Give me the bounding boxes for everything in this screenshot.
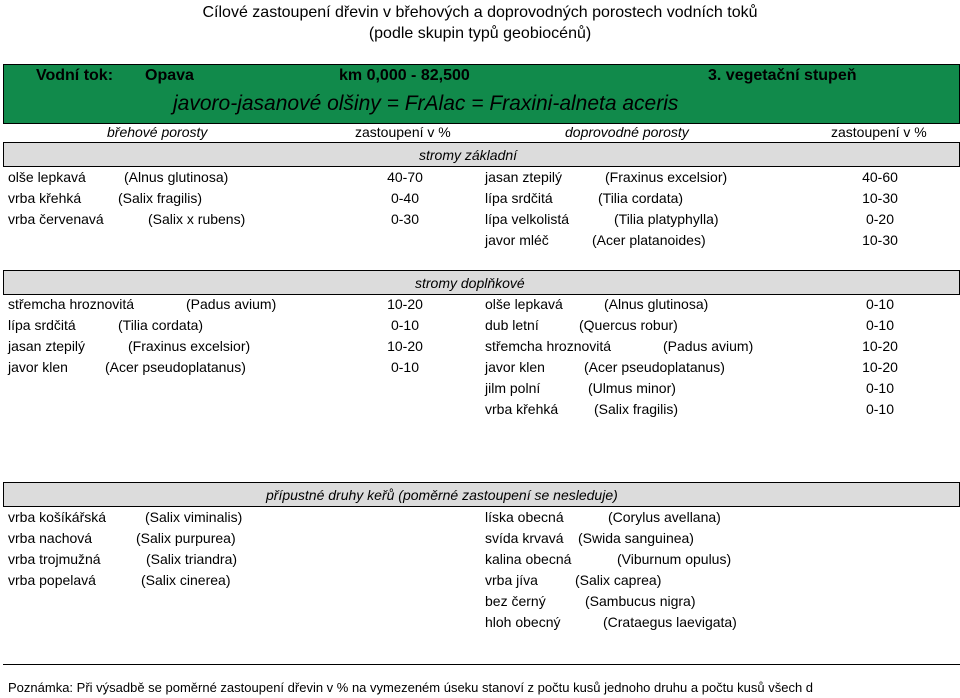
species-latin: (Padus avium) [663,338,754,354]
document-title [0,2,960,44]
species-name: dub letní [485,317,539,333]
species-name: vrba nachová [8,530,93,546]
species-latin: (Viburnum opulus) [617,551,732,567]
species-name: střemcha hroznovitá [485,338,612,354]
species-latin: (Tilia platyphylla) [614,211,719,227]
species-latin: (Salix purpurea) [136,530,236,546]
species-latin: (Fraxinus excelsior) [128,338,251,354]
species-latin: (Sambucus nigra) [585,593,696,609]
species-name: bez černý [485,593,546,609]
watercourse-label: Vodní tok: [36,67,114,84]
species-name: jasan ztepilý [8,338,86,354]
share-value: 0-30 [390,211,420,227]
species-latin: (Salix cinerea) [141,572,231,588]
species-latin: (Acer platanoides) [592,232,706,248]
species-latin: (Salix fragilis) [118,190,203,206]
species-latin: (Alnus glutinosa) [124,169,229,185]
species-name: lípa srdčitá [485,190,553,206]
share-value: 40-70 [387,169,423,185]
title-line-1: Cílové zastoupení dřevin v břehových a doprovodných porostech vodních toků [202,4,758,21]
title-line-2: (podle skupin typů geobiocénů) [368,25,592,42]
left-share-header: zastoupení v % [355,124,451,140]
share-value: 0-40 [390,190,420,206]
share-value: 0-10 [390,359,420,375]
species-latin: (Fraxinus excelsior) [605,169,728,185]
species-name: svída krvavá [485,530,564,546]
species-name: jilm polní [485,380,541,396]
species-name: vrba košíkářská [8,509,107,525]
share-value: 0-10 [865,317,895,333]
species-latin: (Salix fragilis) [594,401,679,417]
forest-type-subtitle: javoro-jasanové olšiny = FrAlac = Fraxini-alneta aceris [173,92,679,115]
species-latin: (Tilia cordata) [598,190,684,206]
note-top-rule [3,664,960,665]
share-value: 10-30 [862,190,898,206]
species-latin: (Swida sanguinea) [578,530,694,546]
species-latin: (Ulmus minor) [588,380,676,396]
share-value: 0-10 [390,317,420,333]
share-value: 0-10 [865,380,895,396]
species-latin: (Salix triandra) [146,551,238,567]
species-name: lípa velkolistá [485,211,570,227]
species-name: střemcha hroznovitá [8,296,135,312]
species-name: vrba křehká [8,190,82,206]
species-name: kalina obecná [485,551,572,567]
species-name: vrba trojmužná [8,551,101,567]
species-latin: (Salix x rubens) [148,211,246,227]
species-name: hloh obecný [485,614,561,630]
share-value: 40-60 [862,169,898,185]
section-title: stromy doplňkové [415,275,525,291]
left-column-title: břehové porosty [107,124,208,140]
species-latin: (Corylus avellana) [608,509,721,525]
share-value: 10-20 [862,359,898,375]
share-value: 0-20 [865,211,895,227]
species-name: líska obecná [485,509,564,525]
share-value: 10-20 [862,338,898,354]
species-name: javor mléč [485,232,549,248]
species-name: javor klen [8,359,68,375]
species-latin: (Alnus glutinosa) [604,296,709,312]
share-value: 10-20 [387,338,423,354]
species-latin: (Salix viminalis) [145,509,243,525]
species-name: vrba popelavá [8,572,96,588]
species-latin: (Padus avium) [186,296,277,312]
species-name: olše lepkavá [485,296,563,312]
species-name: jasan ztepilý [485,169,563,185]
species-name: vrba červenavá [8,211,104,227]
species-name: lípa srdčitá [8,317,76,333]
right-column-title: doprovodné porosty [565,124,689,140]
share-value: 0-10 [865,296,895,312]
section-title: přípustné druhy keřů (poměrné zastoupení se nesleduje) [266,487,618,503]
species-name: olše lepkavá [8,169,86,185]
species-latin: (Acer pseudoplatanus) [105,359,246,375]
right-share-header: zastoupení v % [831,124,927,140]
km-range: km 0,000 - 82,500 [339,67,470,84]
share-value: 10-30 [862,232,898,248]
share-value: 10-20 [387,296,423,312]
vegetation-level: 3. vegetační stupeň [708,67,857,84]
footnote: Poznámka: Při výsadbě se poměrné zastoupení dřevin v % na vymezeném úseku stanoví z počtu kusů jednoho druhu a počtu kusů všech d [8,680,814,695]
species-name: vrba jíva [485,572,538,588]
species-name: vrba křehká [485,401,559,417]
species-latin: (Crataegus laevigata) [603,614,737,630]
species-latin: (Acer pseudoplatanus) [584,359,725,375]
species-latin: (Salix caprea) [575,572,662,588]
species-latin: (Tilia cordata) [118,317,204,333]
watercourse-value: Opava [145,67,194,84]
section-title: stromy základní [419,147,518,163]
species-latin: (Quercus robur) [579,317,678,333]
share-value: 0-10 [865,401,895,417]
species-name: javor klen [485,359,545,375]
